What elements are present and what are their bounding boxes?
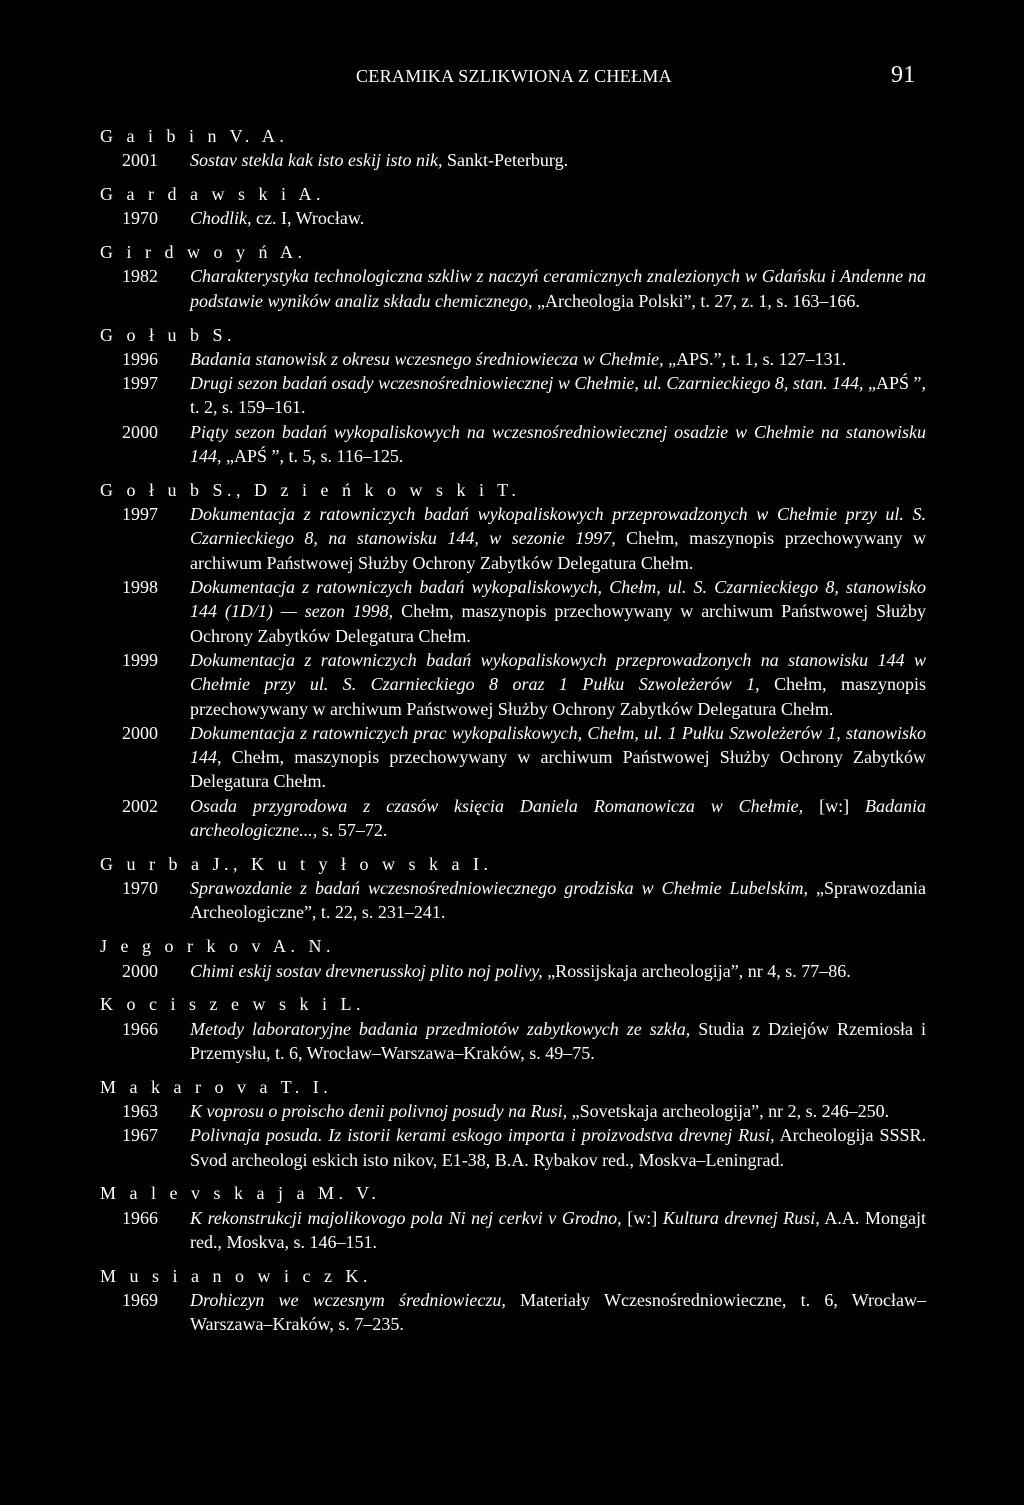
reference-year: 2002 bbox=[122, 795, 158, 816]
reference-title: Charakterystyka technologiczna szkliw z naczyń ceramicznych znalezionych w Gdańsku i Andenne na podstawie wyników analiz składu chemicznego, bbox=[190, 266, 926, 311]
reference-year: 2000 bbox=[122, 960, 158, 981]
reference-details: Chełm, maszynopis przechowywany w archiwum Państwowej Służby Ochrony Zabytków Delegatura Chełm. bbox=[190, 528, 927, 573]
reference-title: Badania archeologiczne..., bbox=[190, 795, 926, 841]
reference-details: „APŚ ”, t. 5, s. 116–125. bbox=[221, 446, 404, 467]
reference-author: G o ł u b S., D z i e ń k o w s k i T. bbox=[100, 479, 521, 500]
reference-entry bbox=[100, 1288, 926, 1337]
reference-title: Chimi eskij sostav drevnerusskoj plito noj polivy, bbox=[190, 960, 543, 981]
reference-text bbox=[190, 347, 926, 371]
reference-details: „APS.”, t. 1, s. 127–131. bbox=[663, 348, 847, 369]
reference-text bbox=[190, 420, 926, 469]
reference-year: 1982 bbox=[122, 266, 158, 287]
reference-entry bbox=[100, 575, 926, 648]
reference-text bbox=[190, 876, 926, 925]
reference-details: A.A. Mongajt red., Moskva, s. 146–151. bbox=[190, 1207, 926, 1252]
reference-year: 1970 bbox=[122, 208, 158, 229]
reference-year: 2001 bbox=[122, 150, 158, 171]
reference-title: K rekonstrukcji majolikovogo pola Ni nej cerkvi v Grodno, bbox=[190, 1207, 622, 1228]
reference-entry bbox=[100, 959, 926, 983]
reference-entry bbox=[100, 347, 926, 371]
reference-text bbox=[190, 1288, 926, 1337]
reference-text bbox=[190, 502, 926, 575]
reference-entry bbox=[100, 1206, 926, 1255]
reference-entry bbox=[100, 420, 926, 469]
reference-details: Studia z Dziejów Rzemiosła i Przemysłu, t. 6, Wrocław–Warszawa–Kraków, s. 49–75. bbox=[190, 1018, 927, 1063]
reference-title: K voprosu o proischo denii polivnoj posudy na Rusi, bbox=[190, 1100, 568, 1121]
reference-year: 1997 bbox=[122, 373, 158, 394]
reference-author: J e g o r k o v A. N. bbox=[100, 936, 335, 957]
reference-year: 1963 bbox=[122, 1100, 158, 1121]
reference-details: Materiały Wczesnośredniowieczne, t. 6, Wrocław–Warszawa–Kraków, s. 7–235. bbox=[190, 1290, 926, 1335]
reference-text bbox=[190, 1099, 926, 1123]
reference-details: cz. I, Wrocław. bbox=[251, 208, 365, 229]
reference-entry bbox=[100, 148, 926, 172]
bibliography-list bbox=[100, 124, 926, 1337]
reference-title: Drugi sezon badań osady wczesnośredniowiecznej w Chełmie, ul. Czarnieckiego 8, stan. 144, bbox=[190, 373, 864, 394]
page-header bbox=[0, 62, 1024, 92]
reference-year: 1966 bbox=[122, 1207, 158, 1228]
reference-entry bbox=[100, 1017, 926, 1066]
reference-text bbox=[190, 1206, 926, 1255]
reference-details: „Sprawozdania Archeologiczne”, t. 22, s. 231–241. bbox=[190, 878, 927, 923]
reference-text bbox=[190, 371, 926, 420]
reference-details: Sankt-Peterburg. bbox=[442, 150, 569, 171]
reference-entry bbox=[100, 794, 926, 843]
reference-title: Dokumentacja z ratowniczych badań wykopaliskowych, Chełm, ul. S. Czarnieckiego 8, stanowisko 144 (1D/1) — sezon 1998, bbox=[190, 577, 926, 622]
reference-details: „Sovetskaja archeologija”, nr 2, s. 246–250. bbox=[567, 1100, 890, 1121]
reference-entry bbox=[100, 1099, 926, 1123]
reference-text bbox=[190, 1017, 926, 1066]
reference-author: G a i b i n V. A. bbox=[100, 126, 289, 146]
reference-text bbox=[190, 264, 926, 313]
reference-year: 1998 bbox=[122, 577, 158, 598]
reference-details: Chełm, maszynopis przechowywany w archiwum Państwowej Służby Ochrony Zabytków Delegatura Chełm. bbox=[190, 674, 926, 719]
reference-title: Piąty sezon badań wykopaliskowych na wczesnośredniowiecznej osadzie w Chełmie na stanowisku 144, bbox=[190, 421, 926, 467]
reference-text bbox=[190, 959, 926, 983]
reference-details: [w:] bbox=[621, 1207, 663, 1228]
reference-year: 1969 bbox=[122, 1290, 158, 1311]
reference-title: Polivnaja posuda. Iz istorii kerami eskogo importa i proizvodstva drevnej Rusi, bbox=[190, 1125, 775, 1146]
reference-title: Dokumentacja z ratowniczych prac wykopaliskowych, Chełm, ul. 1 Pułku Szwoleżerów 1, stanowisko 144, bbox=[190, 722, 926, 768]
reference-author: G a r d a w s k i A. bbox=[100, 184, 325, 205]
reference-author: G i r d w o y ń A. bbox=[100, 242, 307, 263]
reference-author: M u s i a n o w i c z K. bbox=[100, 1265, 372, 1286]
reference-text bbox=[190, 794, 926, 843]
reference-title: Osada przygrodowa z czasów księcia Daniela Romanowicza w Chełmie, bbox=[190, 795, 804, 816]
reference-year: 1996 bbox=[122, 348, 158, 369]
reference-details: „APŚ ”, t. 2, s. 159–161. bbox=[190, 373, 927, 418]
reference-author: G o ł u b S. bbox=[100, 324, 237, 345]
reference-year: 1966 bbox=[122, 1018, 158, 1039]
reference-text bbox=[190, 148, 926, 172]
reference-title: Dokumentacja z ratowniczych badań wykopaliskowych przeprowadzonych na stanowisku 144 w Chełmie przy ul. S. Czarnieckiego 8 oraz 1 Pułku Szwoleżerów 1, bbox=[190, 649, 926, 695]
reference-text bbox=[190, 206, 926, 230]
reference-entry bbox=[100, 876, 926, 925]
reference-entry bbox=[100, 371, 926, 420]
reference-entry bbox=[100, 502, 926, 575]
reference-year: 1997 bbox=[122, 504, 158, 525]
reference-text bbox=[190, 575, 926, 648]
reference-title: Metody laboratoryjne badania przedmiotów zabytkowych ze szkła, bbox=[190, 1018, 691, 1039]
running-title: CERAMIKA SZLIKWIONA Z CHEŁMA bbox=[356, 66, 672, 86]
reference-details: „Archeologia Polski”, t. 27, z. 1, s. 163–166. bbox=[532, 290, 860, 311]
reference-details: Archeologija SSSR. Svod archeologi eskich isto nikov, E1-38, B.A. Rybakov red., Moskva–Leningrad. bbox=[190, 1125, 926, 1170]
reference-details: Chełm, maszynopis przechowywany w archiwum Państwowej Służby Ochrony Zabytków Delegatura Chełm. bbox=[190, 747, 926, 792]
reference-details: [w:] bbox=[803, 795, 865, 816]
reference-entry bbox=[100, 648, 926, 721]
page-number: 91 bbox=[891, 62, 916, 88]
reference-year: 1999 bbox=[122, 649, 158, 670]
reference-year: 1967 bbox=[122, 1125, 158, 1146]
reference-title: Chodlik, bbox=[190, 208, 252, 229]
reference-year: 2000 bbox=[122, 421, 158, 442]
reference-author: M a k a r o v a T. I. bbox=[100, 1076, 333, 1097]
reference-entry bbox=[100, 206, 926, 230]
reference-title: Dokumentacja z ratowniczych badań wykopaliskowych przeprowadzonych w Chełmie przy ul. S. Czarnieckiego 8, na stanowisku 144, w sezonie 1997, bbox=[190, 504, 926, 549]
reference-year: 2000 bbox=[122, 722, 158, 743]
reference-text bbox=[190, 648, 926, 721]
reference-title: Kultura drevnej Rusi, bbox=[662, 1207, 820, 1228]
reference-author: G u r b a J., K u t y ł o w s k a I. bbox=[100, 853, 493, 874]
reference-details: „Rossijskaja archeologija”, nr 4, s. 77–86. bbox=[542, 960, 851, 981]
reference-title: Sprawozdanie z badań wczesnośredniowiecznego grodziska w Chełmie Lubelskim, bbox=[190, 878, 809, 899]
reference-entry bbox=[100, 1123, 926, 1172]
reference-details: s. 57–72. bbox=[317, 820, 388, 841]
reference-details: Chełm, maszynopis przechowywany w archiwum Państwowej Służby Ochrony Zabytków Delegatura Chełm. bbox=[190, 601, 926, 646]
reference-author: K o c i s z e w s k i L. bbox=[100, 994, 365, 1015]
reference-entry bbox=[100, 721, 926, 794]
reference-author: M a l e v s k a j a M. V. bbox=[100, 1183, 381, 1204]
reference-year: 1970 bbox=[122, 878, 158, 899]
reference-title: Sostav stekla kak isto eskij isto nik, bbox=[190, 150, 443, 171]
reference-title: Badania stanowisk z okresu wczesnego średniowiecza w Chełmie, bbox=[190, 348, 664, 369]
reference-text bbox=[190, 1123, 926, 1172]
reference-title: Drohiczyn we wczesnym średniowieczu, bbox=[190, 1290, 506, 1311]
reference-text bbox=[190, 721, 926, 794]
reference-entry bbox=[100, 264, 926, 313]
